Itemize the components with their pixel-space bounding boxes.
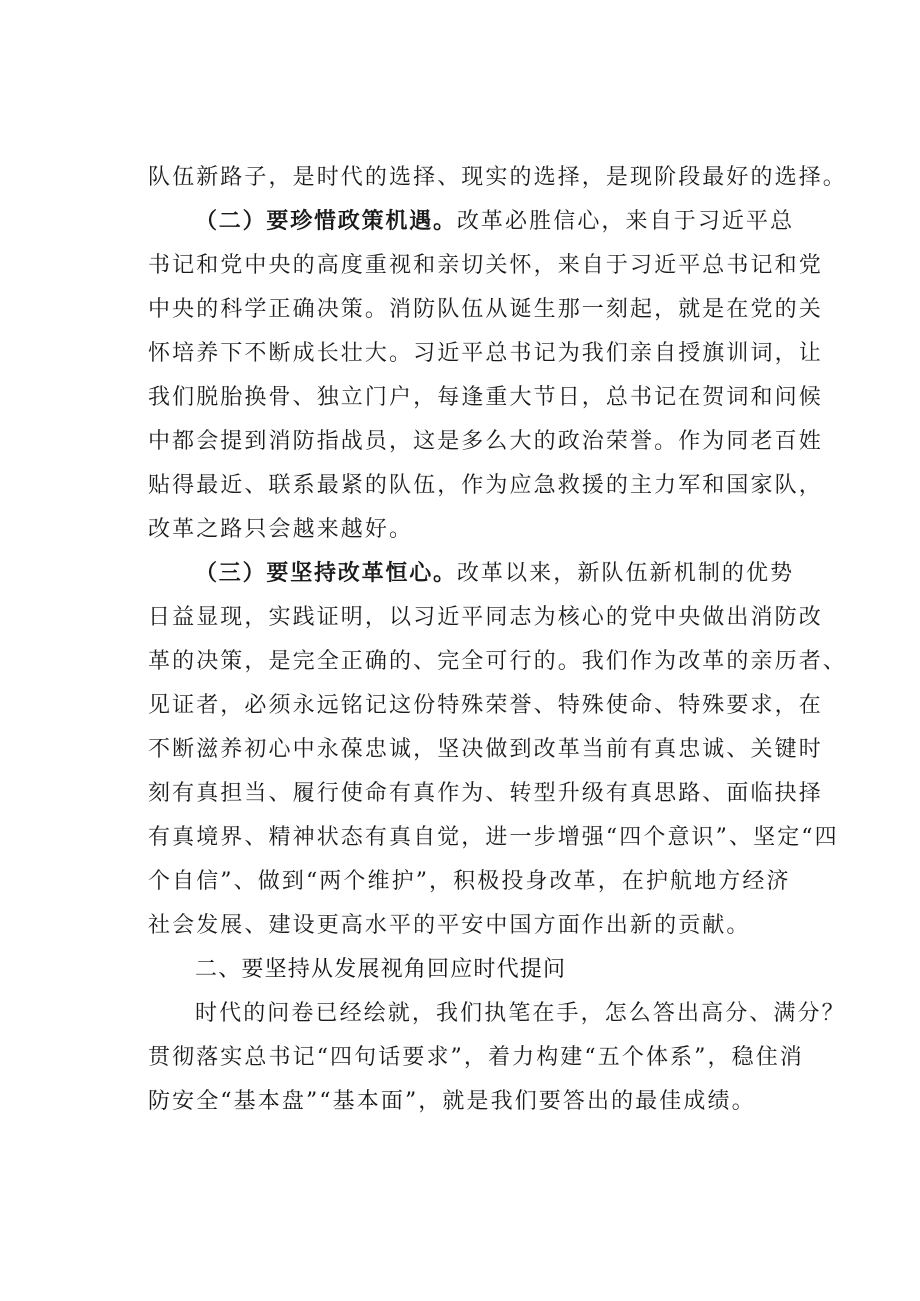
text-line: 改革之路只会越来越好。 bbox=[148, 517, 414, 542]
text-line: 革的决策，是完全正确的、完全可行的。我们作为改革的亲历者、 bbox=[148, 649, 847, 674]
text-line: 防安全“基本盘”“基本面”，就是我们要答出的最佳成绩。 bbox=[148, 1089, 756, 1114]
text-line: 中都会提到消防指战员，这是多么大的政治荣誉。作为同老百姓 bbox=[148, 429, 823, 454]
text-line: 中央的科学正确决策。消防队伍从诞生那一刻起，就是在党的关 bbox=[148, 297, 823, 322]
text-run: 改革以来，新队伍新机制的优势 bbox=[456, 561, 795, 586]
subsection-heading: （三）要坚持改革恒心。 bbox=[195, 561, 457, 586]
section-heading: 二、要坚持从发展视角回应时代提问 bbox=[195, 957, 567, 982]
text-line: 不断滋养初心中永葆忠诚，坚决做到改革当前有真忠诚、关键时 bbox=[148, 737, 823, 762]
text-line: 个自信”、做到“两个维护”，积极投身改革，在护航地方经济 bbox=[148, 869, 791, 894]
section-lead-line bbox=[195, 554, 855, 594]
text-line: 贯彻落实总书记“四句话要求”，着力构建“五个体系”，稳住消 bbox=[148, 1045, 804, 1070]
text-line: 贴得最近、联系最紧的队伍，作为应急救援的主力军和国家队， bbox=[148, 473, 823, 498]
section-lead-line bbox=[195, 202, 855, 242]
text-line: 怀培养下不断成长壮大。习近平总书记为我们亲自授旗训词，让 bbox=[148, 341, 823, 366]
text-line: 我们脱胎换骨、独立门户，每逢重大节日，总书记在贺词和问候 bbox=[148, 385, 823, 410]
text-line: 社会发展、建设更高水平的平安中国方面作出新的贡献。 bbox=[148, 913, 751, 938]
text-line: 见证者，必须永远铭记这份特殊荣誉、特殊使命、特殊要求，在 bbox=[148, 693, 823, 718]
text-line: 日益显现，实践证明，以习近平同志为核心的党中央做出消防改 bbox=[148, 605, 823, 630]
text-line: 有真境界、精神状态有真自觉，进一步增强“四个意识”、坚定“四 bbox=[148, 825, 839, 850]
text-line: 队伍新路子，是时代的选择、现实的选择，是现阶段最好的选择。 bbox=[148, 165, 847, 190]
text-line: 时代的问卷已经绘就，我们执笔在手，怎么答出高分、满分？ bbox=[195, 1001, 846, 1026]
subsection-heading: （二）要珍惜政策机遇。 bbox=[195, 209, 457, 234]
text-run: 改革必胜信心，来自于习近平总 bbox=[456, 209, 795, 234]
text-line: 刻有真担当、履行使命有真作为、转型升级有真思路、面临抉择 bbox=[148, 781, 823, 806]
text-line: 书记和党中央的高度重视和亲切关怀，来自于习近平总书记和党 bbox=[148, 253, 823, 278]
